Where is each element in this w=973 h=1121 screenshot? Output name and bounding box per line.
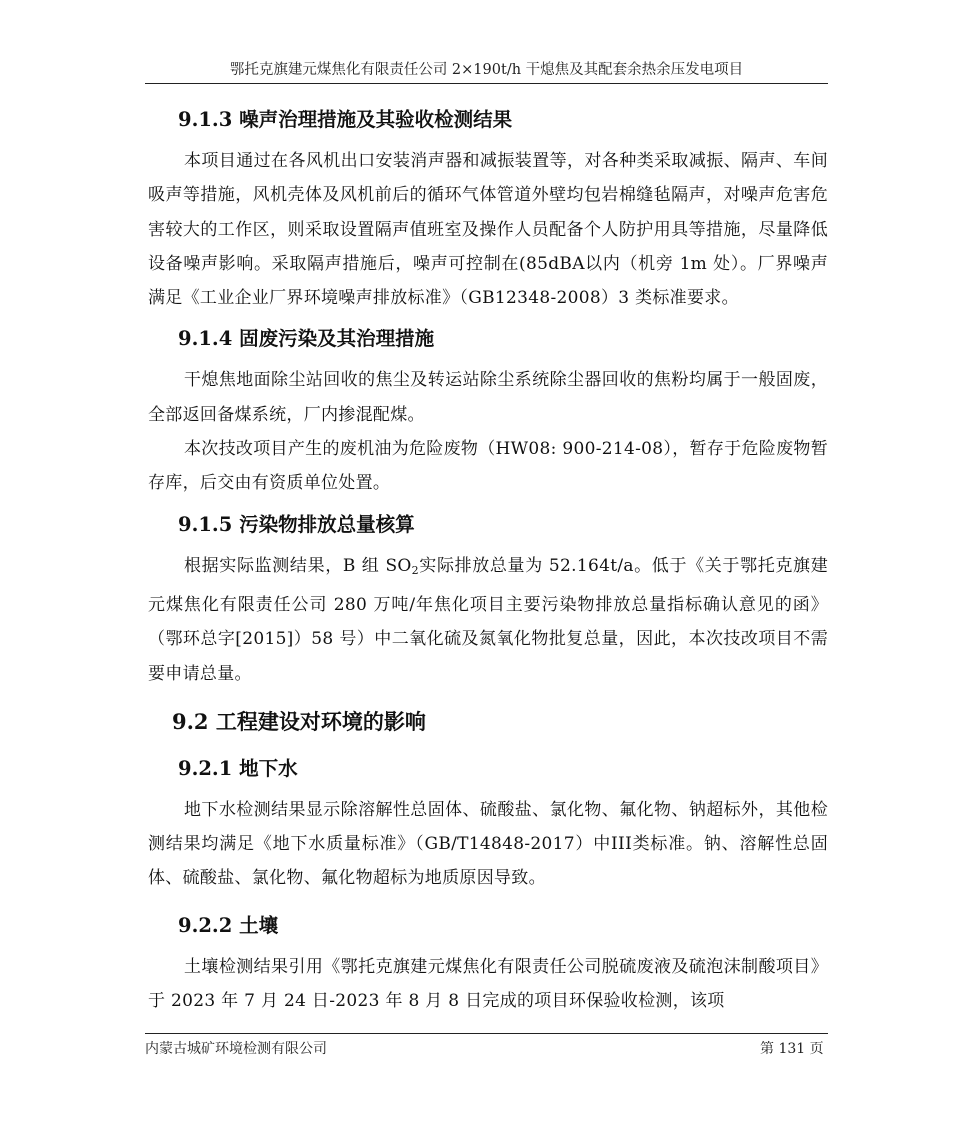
header-divider <box>145 83 828 84</box>
paragraph-solid-waste-hazardous: 本次技改项目产生的废机油为危险废物（HW08: 900-214-08），暂存于危险废物暂存库，后交由有资质单位处置。 <box>148 439 828 494</box>
heading-9-2: 9.2 工程建设对环境的影响 <box>172 708 426 734</box>
emission-text-b: 实际排放总量为 52.164t/a。低于《关于鄂托克旗建元煤焦化有限责任公司 280 万吨/年焦化项目主要污染物排放总量指标确认意见的函》（鄂环总字[2015]）58 号）中二氧化硫及氮氧化物批复总量，因此，本次技改项目不需要申请总量。 <box>148 555 828 684</box>
heading-9-2-2: 9.2.2 土壤 <box>178 913 279 937</box>
paragraph-groundwater: 地下水检测结果显示除溶解性总固体、硫酸盐、氯化物、氟化物、钠超标外，其他检测结果均满足《地下水质量标准》（GB/T14848-2017）中III类标准。钠、溶解性总固体、硫酸盐、氯化物、氟化物超标为地质原因导致。 <box>148 799 828 889</box>
so2-subscript: 2 <box>411 563 419 577</box>
footer-company: 内蒙古城矿环境检测有限公司 <box>145 1041 327 1057</box>
heading-9-1-4: 9.1.4 固废污染及其治理措施 <box>178 327 435 351</box>
heading-9-1-5: 9.1.5 污染物排放总量核算 <box>178 512 415 536</box>
heading-9-2-1: 9.2.1 地下水 <box>178 756 298 780</box>
document-body <box>148 104 828 1018</box>
paragraph-emission-total <box>148 549 828 691</box>
page-header: 鄂托克旗建元煤焦化有限责任公司 2×190t/h 干熄焦及其配套余热余压发电项目 <box>229 62 744 78</box>
footer-page-number: 第 131 页 <box>760 1041 824 1057</box>
heading-9-1-3: 9.1.3 噪声治理措施及其验收检测结果 <box>178 108 513 131</box>
paragraph-solid-waste-general: 干熄焦地面除尘站回收的焦尘及转运站除尘系统除尘器回收的焦粉均属于一般固废，全部返回备煤系统，厂内掺混配煤。 <box>148 370 828 425</box>
footer-divider <box>145 1033 828 1034</box>
emission-text-a: 根据实际监测结果，B 组 SO <box>184 555 412 576</box>
paragraph-soil: 土壤检测结果引用《鄂托克旗建元煤焦化有限责任公司脱硫废液及硫泡沫制酸项目》于 2023 年 7 月 24 日-2023 年 8 月 8 日完成的项目环保验收检测，该项 <box>148 956 828 1012</box>
paragraph-noise-control: 本项目通过在各风机出口安装消声器和减振装置等，对各种类采取减振、隔声、车间吸声等措施，风机壳体及风机前后的循环气体管道外壁均包岩棉缝毡隔声，对噪声危害危害较大的工作区，则采取设置隔声值班室及操作人员配备个人防护用具等措施，尽量降低设备噪声影响。采取隔声措施后，噪声可控制在(85dBA以内（机旁 1m 处）。厂界噪声满足《工业企业厂界环境噪声排放标准》（GB12348-2008）3 类标准要求。 <box>148 151 828 309</box>
